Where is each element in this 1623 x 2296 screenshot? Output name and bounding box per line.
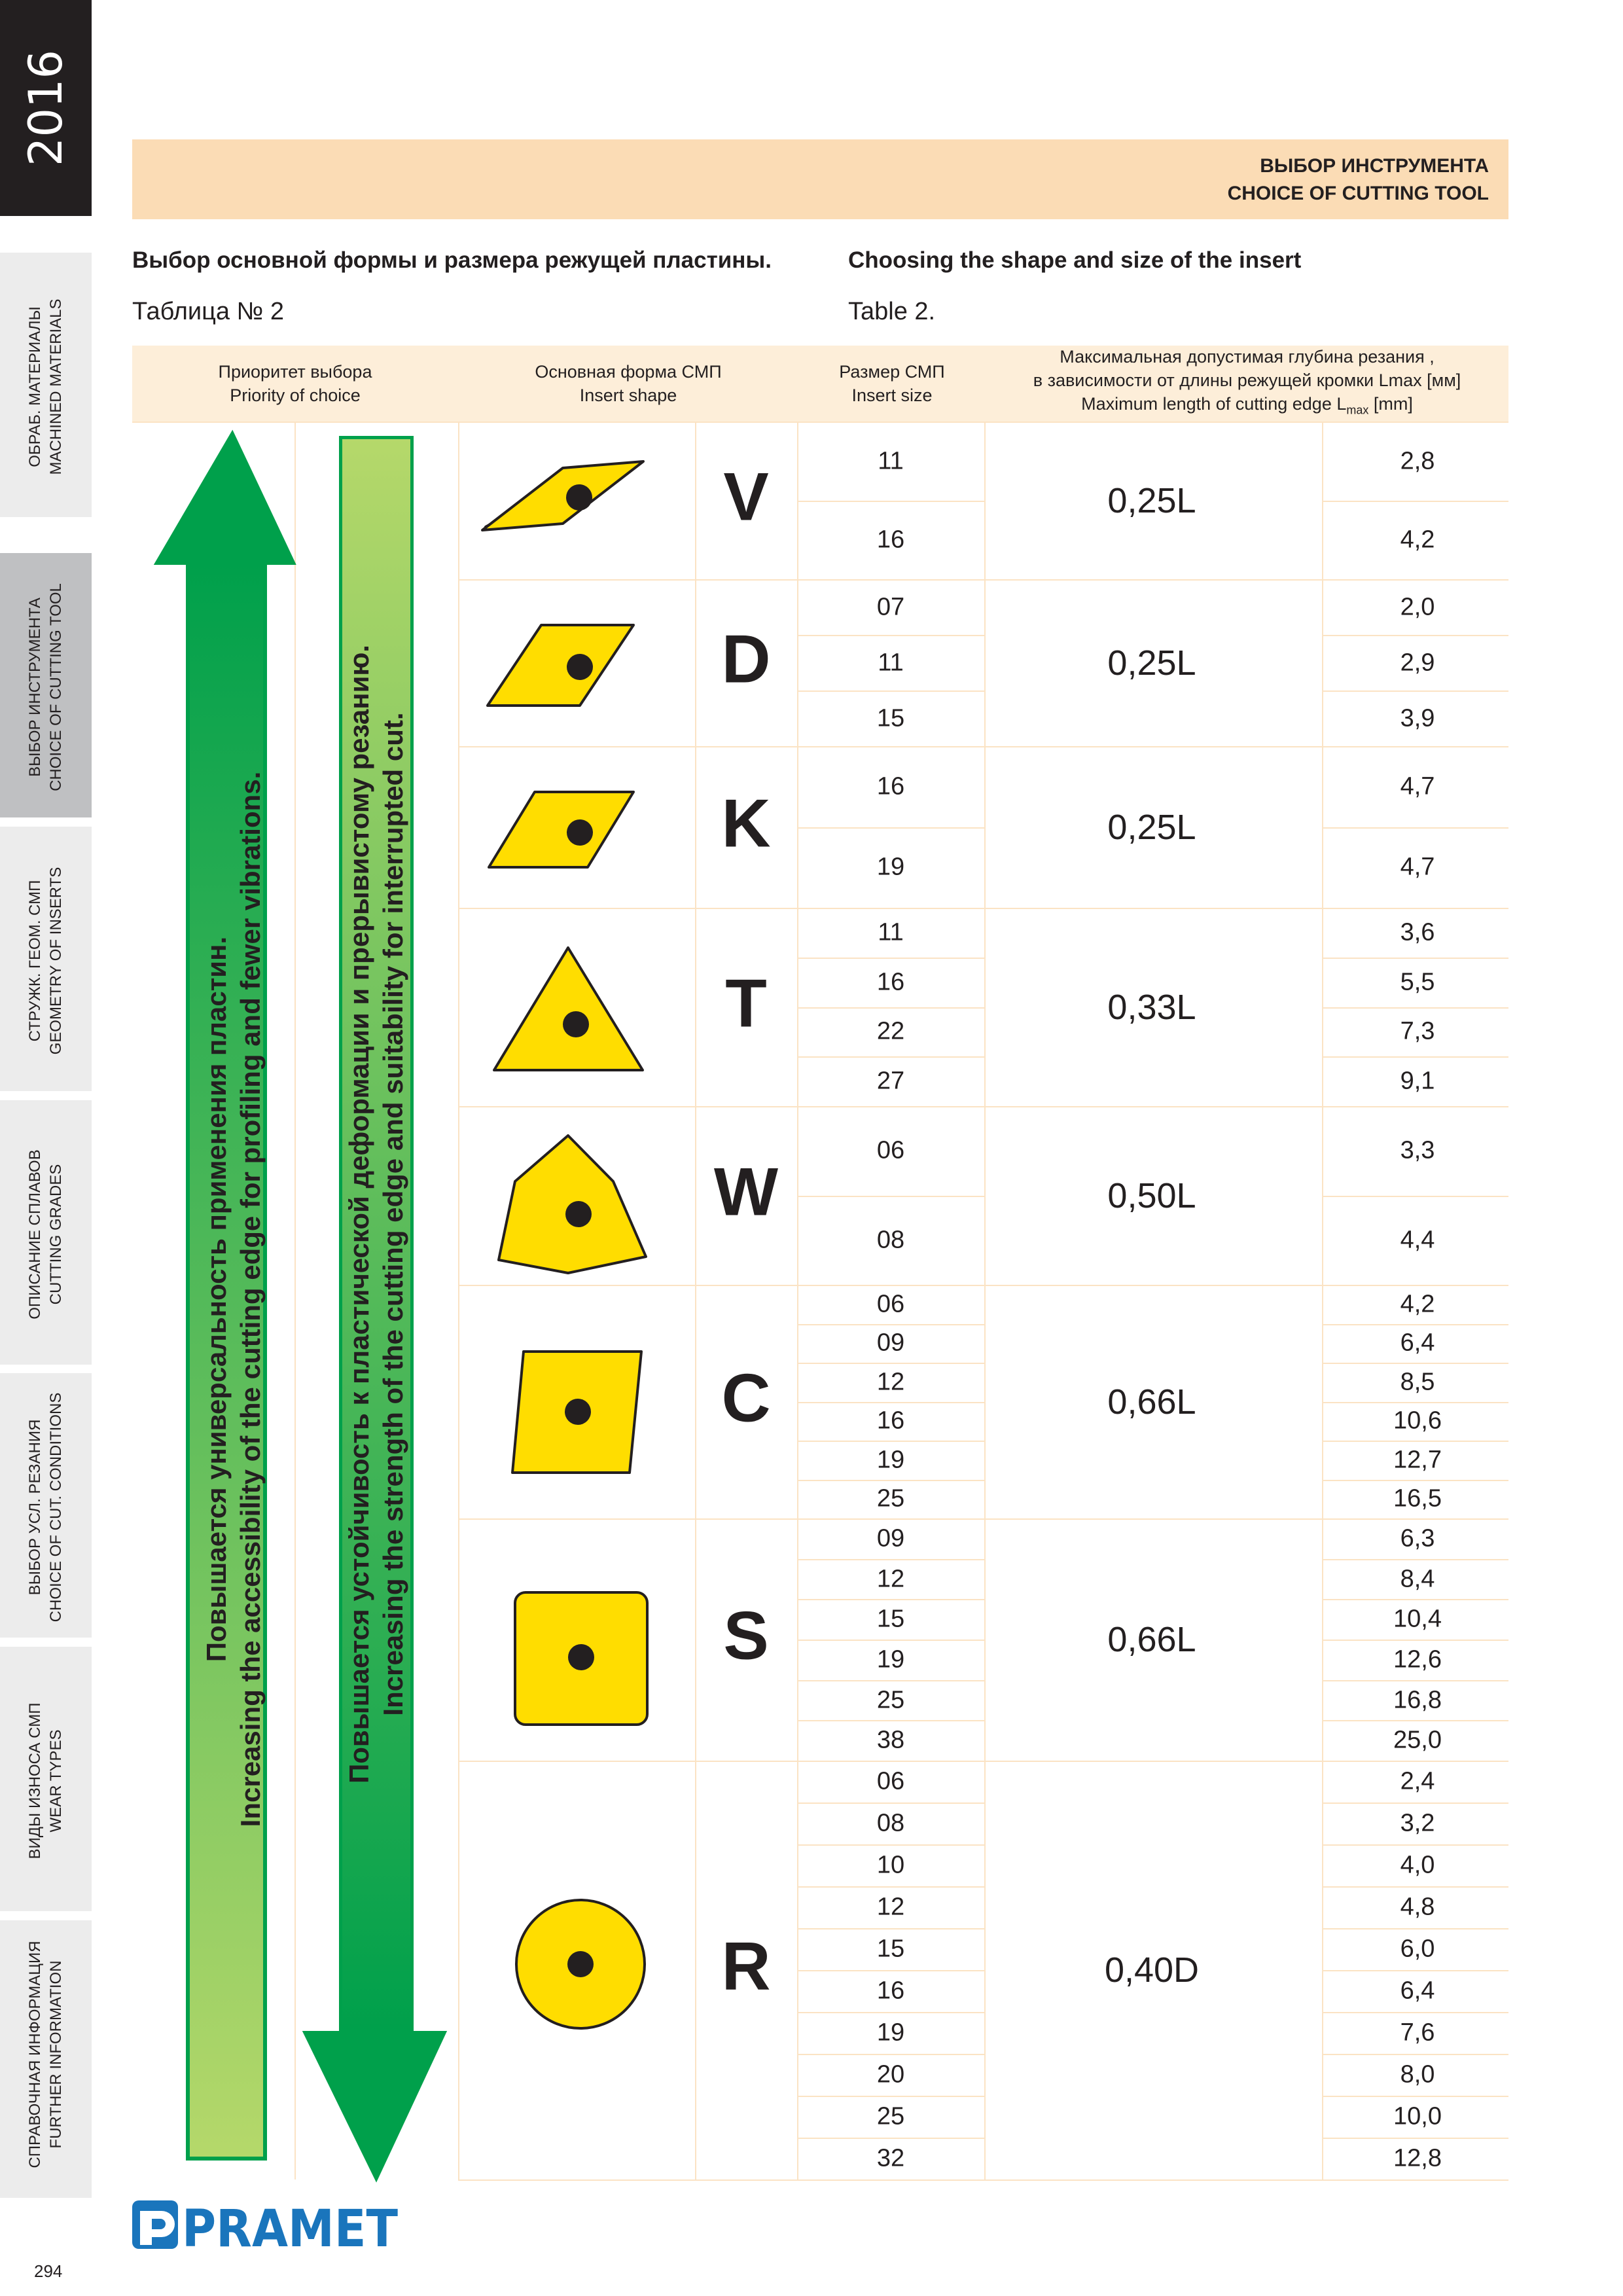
insert-size-cell: 08	[876, 1226, 905, 1254]
insert-size-cell: 08	[876, 1809, 905, 1837]
col-size-ru: Размер СМП	[839, 362, 945, 382]
insert-size-cell: 11	[878, 649, 904, 676]
lmax-cell: 3,9	[1400, 704, 1435, 732]
insert-size-cell: 19	[876, 1446, 905, 1474]
page-number: 294	[34, 2261, 63, 2281]
insert-shape-letter: C	[721, 1360, 771, 1436]
depth-ratio-cell: 0,33L	[1107, 987, 1196, 1027]
insert-size-cell: 19	[876, 1645, 905, 1674]
insert-size-cell: 06	[876, 1136, 905, 1164]
col-lmax-sub: max	[1346, 403, 1369, 417]
sidebar-tab-label-ru: ВЫБОР ИНСТРУМЕНТА	[26, 598, 44, 777]
insert-d-icon	[488, 625, 633, 706]
insert-size-cell: 27	[876, 1067, 905, 1095]
insert-size-cell: 16	[876, 526, 905, 554]
insert-w-hole	[565, 1201, 592, 1227]
insert-shape-letter: K	[721, 785, 771, 861]
lmax-cell: 8,4	[1400, 1565, 1435, 1592]
section-title-ru: ВЫБОР ИНСТРУМЕНТА	[1260, 155, 1489, 177]
depth-ratio-cell: 0,40D	[1104, 1950, 1200, 1990]
depth-ratio-cell: 0,66L	[1107, 1620, 1196, 1659]
sidebar-tab-label-ru: ВИДЫ ИЗНОСА СМП	[26, 1702, 44, 1859]
insert-c-hole	[565, 1399, 591, 1425]
lmax-cell: 6,4	[1400, 1329, 1435, 1357]
sidebar-tab-label-en: CHOICE OF CUTTING TOOL	[47, 583, 65, 791]
insert-size-cell: 07	[876, 593, 905, 620]
lmax-cell: 3,2	[1400, 1809, 1435, 1837]
insert-size-cell: 20	[876, 2060, 905, 2089]
sidebar-tab-label-ru: СТРУЖК. ГЕОМ. СМП	[26, 880, 44, 1042]
subtitle-en: Choosing the shape and size of the insert	[848, 247, 1302, 273]
insert-shape-letter: T	[725, 965, 767, 1041]
insert-size-cell: 15	[876, 1605, 905, 1633]
insert-v-icon-body	[482, 461, 643, 530]
insert-size-cell: 16	[876, 1977, 905, 2005]
insert-size-cell: 15	[876, 1935, 905, 1963]
insert-size-cell: 11	[878, 447, 904, 475]
lmax-cell: 12,8	[1393, 2144, 1442, 2172]
down-arrow-text-ru: Повышается устойчивость к пластической деформации и прерывистому резанию.	[344, 645, 374, 1784]
insert-shape-letter: R	[721, 1928, 771, 2005]
sidebar-tab-label-en: CHOICE OF CUT. CONDITIONS	[47, 1392, 65, 1623]
insert-size-cell: 12	[876, 1893, 905, 1921]
col-lmax-line2: в зависимости от длины режущей кромки Lmax [мм]	[1033, 370, 1461, 391]
lmax-cell: 4,2	[1400, 1290, 1435, 1318]
lmax-cell: 6,4	[1400, 1977, 1435, 2005]
lmax-cell: 16,8	[1393, 1686, 1442, 1713]
insert-size-cell: 25	[876, 1484, 905, 1513]
lmax-cell: 6,3	[1400, 1524, 1435, 1552]
insert-shape-letter: S	[723, 1598, 769, 1674]
insert-size-cell: 19	[876, 853, 905, 881]
depth-ratio-cell: 0,66L	[1107, 1382, 1196, 1422]
lmax-cell: 10,0	[1393, 2102, 1442, 2130]
depth-ratio-cell: 0,50L	[1107, 1175, 1196, 1215]
insert-size-cell: 16	[876, 772, 905, 800]
section-title-en: CHOICE OF CUTTING TOOL	[1227, 183, 1489, 204]
insert-t-hole	[563, 1011, 589, 1037]
lmax-cell: 8,0	[1400, 2060, 1435, 2089]
lmax-cell: 9,1	[1400, 1067, 1435, 1095]
depth-ratio-cell: 0,25L	[1107, 481, 1196, 520]
pramet-logo-text: PRAMET	[182, 2200, 398, 2255]
lmax-cell: 4,7	[1400, 772, 1435, 800]
lmax-cell: 2,0	[1400, 593, 1435, 620]
sidebar-tab-label-en: MACHINED MATERIALS	[47, 298, 65, 475]
lmax-cell: 3,3	[1400, 1136, 1435, 1164]
lmax-cell: 12,7	[1393, 1446, 1442, 1474]
insert-size-cell: 15	[876, 704, 905, 732]
insert-size-cell: 10	[876, 1851, 905, 1879]
insert-r-hole	[567, 1951, 594, 1977]
insert-s-hole	[568, 1644, 594, 1670]
sidebar-tab-label-en: CUTTING GRADES	[47, 1164, 65, 1305]
insert-size-cell: 11	[878, 918, 904, 946]
lmax-cell: 25,0	[1393, 1726, 1442, 1754]
lmax-cell: 10,4	[1393, 1605, 1442, 1633]
insert-size-cell: 09	[876, 1329, 905, 1357]
sidebar-tab-label-ru: ВЫБОР УСЛ. РЕЗАНИЯ	[26, 1419, 44, 1596]
pramet-logo-mark	[132, 2199, 407, 2255]
insert-size-cell: 25	[876, 2102, 905, 2130]
insert-size-cell: 16	[876, 968, 905, 996]
insert-shape-letter: W	[713, 1154, 779, 1230]
sidebar-tab-label-en: FURTHER INFORMATION	[47, 1960, 65, 2149]
col-priority-en: Priority of choice	[230, 386, 361, 405]
lmax-cell: 2,9	[1400, 649, 1435, 676]
col-size-en: Insert size	[851, 386, 933, 405]
insert-shape-letter: D	[721, 621, 771, 697]
sidebar-tab-label-ru: ОПИСАНИЕ СПЛАВОВ	[26, 1149, 44, 1319]
insert-size-cell: 12	[876, 1565, 905, 1592]
insert-size-cell: 32	[876, 2144, 905, 2172]
lmax-cell: 2,4	[1400, 1767, 1435, 1795]
subtitle-ru: Выбор основной формы и размера режущей пластины.	[132, 247, 772, 273]
insert-size-cell: 19	[876, 2018, 905, 2047]
lmax-cell: 3,6	[1400, 918, 1435, 946]
lmax-cell: 8,5	[1400, 1368, 1435, 1396]
col-shape-en: Insert shape	[579, 386, 677, 405]
col-priority-ru: Приоритет выбора	[218, 362, 372, 382]
lmax-cell: 2,8	[1400, 447, 1435, 475]
lmax-cell: 5,5	[1400, 968, 1435, 996]
insert-size-cell: 06	[876, 1290, 905, 1318]
lmax-cell: 10,6	[1393, 1407, 1442, 1435]
insert-k-hole	[567, 819, 593, 846]
sidebar-tab-label-en: WEAR TYPES	[47, 1729, 65, 1833]
insert-shape-letter: V	[723, 459, 769, 535]
lmax-cell: 6,0	[1400, 1935, 1435, 1963]
depth-ratio-cell: 0,25L	[1107, 807, 1196, 847]
insert-size-cell: 38	[876, 1726, 905, 1754]
lmax-cell: 4,0	[1400, 1851, 1435, 1879]
table-number-en: Table 2.	[848, 298, 936, 325]
lmax-cell: 16,5	[1393, 1484, 1442, 1513]
depth-ratio-cell: 0,25L	[1107, 643, 1196, 683]
insert-size-cell: 12	[876, 1368, 905, 1396]
insert-size-cell: 09	[876, 1524, 905, 1552]
insert-size-cell: 16	[876, 1407, 905, 1435]
lmax-cell: 4,7	[1400, 853, 1435, 881]
insert-k-icon	[489, 792, 633, 867]
table-number-ru: Таблица № 2	[132, 298, 285, 325]
col-shape-ru: Основная форма СМП	[535, 362, 722, 382]
insert-size-cell: 25	[876, 1686, 905, 1713]
lmax-cell: 7,6	[1400, 2018, 1435, 2047]
up-arrow-text-en: Increasing the accessibility of the cutting edge for profiling and fewer vibrations.	[235, 771, 266, 1827]
sidebar-tab-label-en: GEOMETRY OF INSERTS	[47, 867, 65, 1055]
lmax-cell: 7,3	[1400, 1017, 1435, 1045]
sidebar-tab-label-ru: СПРАВОЧНАЯ ИНФОРМАЦИЯ	[26, 1941, 44, 2168]
lmax-cell: 4,4	[1400, 1226, 1435, 1254]
pramet-logo	[132, 2199, 407, 2258]
lmax-cell: 4,2	[1400, 526, 1435, 554]
insert-v-hole	[566, 484, 592, 511]
insert-d-hole	[567, 654, 593, 680]
col-lmax-line3a: Maximum length of cutting edge L	[1081, 394, 1347, 414]
year-label: 2016	[19, 49, 73, 167]
lmax-cell: 4,8	[1400, 1893, 1435, 1921]
insert-size-cell: 06	[876, 1767, 905, 1795]
col-lmax-line1: Максимальная допустимая глубина резания ,	[1060, 347, 1435, 367]
up-arrow-text-ru: Повышается универсальность применения пластин.	[201, 936, 232, 1662]
col-lmax-line3b: [mm]	[1368, 394, 1413, 414]
down-arrow-text-en: Increasing the strength of the cutting edge and suitability for interrupted cut.	[378, 712, 408, 1716]
insert-t-icon	[494, 948, 643, 1070]
insert-size-cell: 22	[876, 1017, 905, 1045]
sidebar-tab-label-ru: ОБРАБ. МАТЕРИАЛЫ	[26, 306, 44, 467]
lmax-cell: 12,6	[1393, 1645, 1442, 1674]
